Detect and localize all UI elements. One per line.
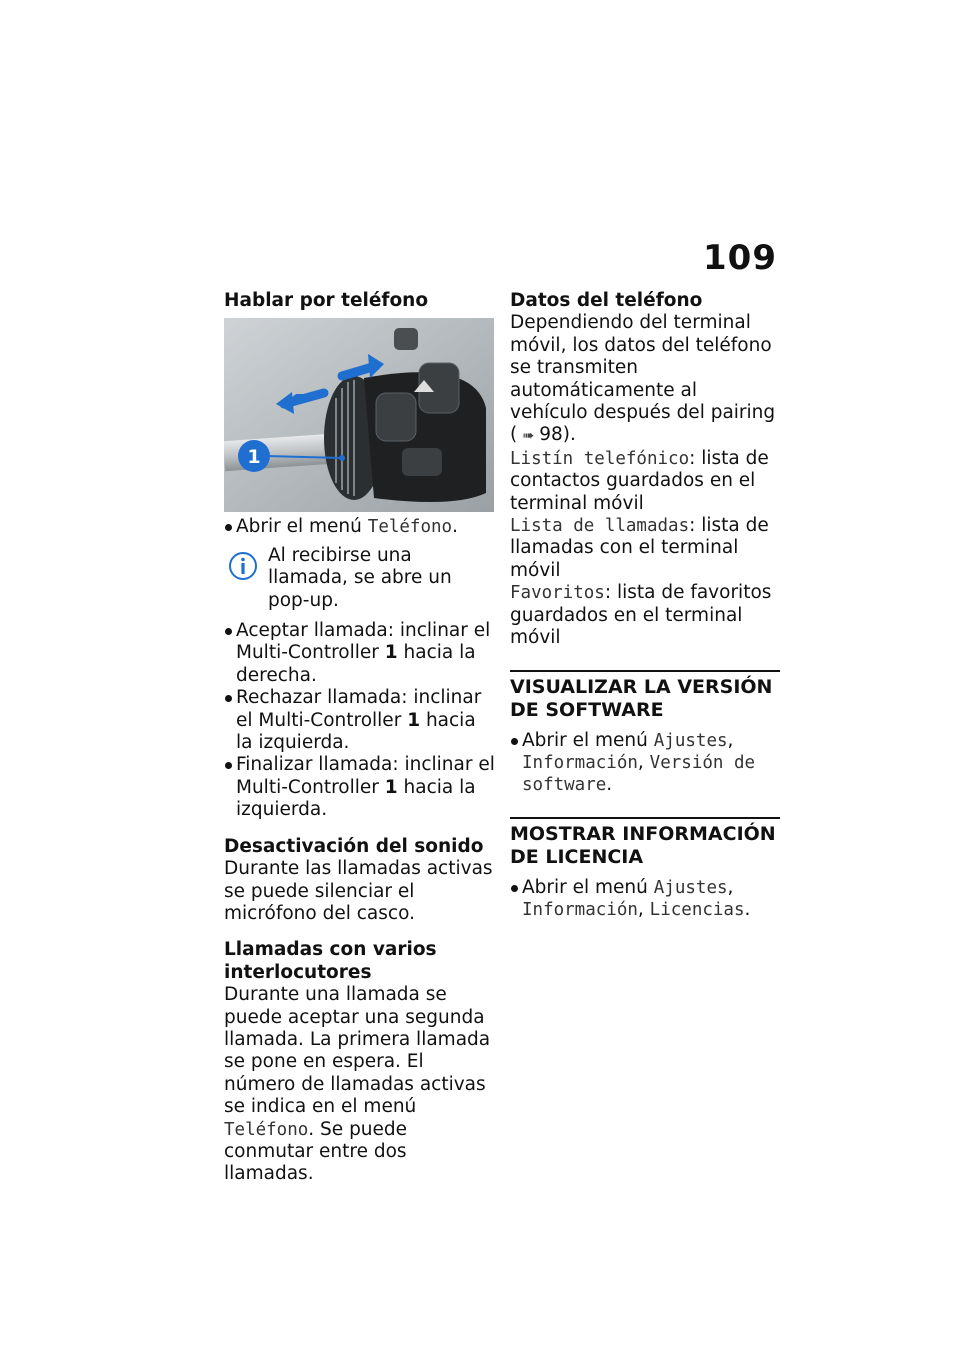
note-text: Al recibirse una llamada, se abre un pop-up. — [268, 544, 452, 611]
info-note — [224, 545, 496, 612]
menu-name: Favoritos — [510, 583, 605, 604]
section-title-version: VISUALIZAR LA VERSIÓN DE SOFTWARE — [510, 670, 780, 722]
section-title-multi: Llamadas con varios interlocutores — [224, 939, 437, 983]
menu-name: Listín telefónico — [510, 448, 690, 469]
page-number: 109 — [703, 238, 777, 278]
section-title-license: MOSTRAR INFORMACIÓN DE LICENCIA — [510, 817, 780, 869]
version-list — [510, 730, 780, 797]
multi-text: Durante una llamada se puede aceptar una segunda llamada. La primera llamada se pone en espera. El número de llamadas activas se indica en el menú Teléfono. Se puede conmutar entre dos llamadas. — [224, 984, 491, 1185]
definition-item: Lista de llamadas: lista de llamadas con el terminal móvil — [510, 515, 769, 581]
menu-name: Teléfono — [367, 517, 453, 538]
list-item: Rechazar llamada: inclinar el Multi-Controller 1 hacia la izquierda. — [224, 687, 496, 754]
reference-arrow-icon: ➠ — [522, 428, 535, 445]
left-column — [224, 290, 496, 1186]
info-icon — [228, 551, 258, 581]
call-actions-list — [224, 620, 496, 822]
list-item: Abrir el menú Ajustes, Información, Licencias. — [510, 877, 780, 922]
right-column — [510, 290, 780, 922]
menu-name: Lista de llamadas — [510, 516, 690, 537]
page-reference: ( ➠ 98). — [510, 424, 780, 447]
section-title-phone-data: Datos del teléfono — [510, 290, 703, 311]
section-title-mute: Desactivación del sonido — [224, 835, 484, 857]
list-item: Abrir el menú Teléfono. — [224, 516, 496, 538]
handlebar-controller-figure — [224, 318, 494, 512]
list-item: Abrir el menú Ajustes, Información, Versión de software. — [510, 730, 780, 797]
section-title-phone: Hablar por teléfono — [224, 290, 429, 311]
definition-item: Listín telefónico: lista de contactos guardados en el terminal móvil — [510, 447, 769, 514]
menu-name: Teléfono — [224, 1119, 309, 1140]
definition-item: Favoritos: lista de favoritos guardados en el terminal móvil — [510, 582, 772, 649]
open-menu-list — [224, 516, 496, 538]
mute-text: Durante las llamadas activas se puede silenciar el micrófono del casco. — [224, 858, 493, 924]
phone-data-text: Dependiendo del terminal móvil, los datos del teléfono se transmiten automáticamente al vehículo después del pairing ( ➠ 98). — [510, 312, 780, 447]
callout-number: 1 — [247, 446, 261, 469]
list-item: Finalizar llamada: inclinar el Multi-Controller 1 hacia la izquierda. — [224, 754, 496, 821]
list-item: Aceptar llamada: inclinar el Multi-Controller 1 hacia la derecha. — [224, 620, 496, 687]
license-list — [510, 877, 780, 922]
